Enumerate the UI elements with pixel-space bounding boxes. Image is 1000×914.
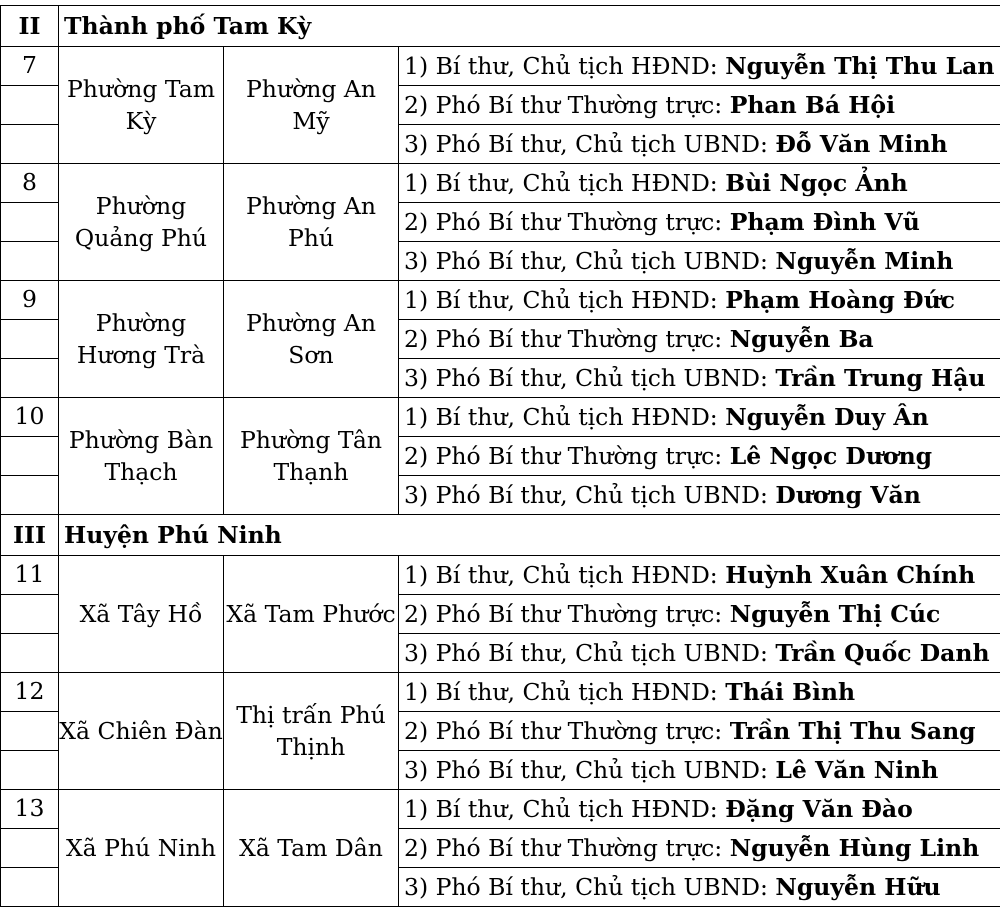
new-unit-name: Xã Tam Phước bbox=[224, 556, 399, 673]
person-name: Nguyễn Minh bbox=[775, 247, 954, 275]
person-name: Lê Ngọc Dương bbox=[729, 442, 933, 470]
person-name: Nguyễn Thị Thu Lan bbox=[725, 52, 995, 80]
role-title: 3) Phó Bí thư, Chủ tịch UBND: bbox=[404, 756, 776, 784]
entry-number: 11 bbox=[1, 556, 59, 595]
person-name: Thái Bình bbox=[725, 678, 856, 706]
person-name: Đỗ Văn Minh bbox=[775, 130, 948, 158]
entry-number: 12 bbox=[1, 673, 59, 712]
role-cell bbox=[399, 359, 1000, 398]
person-name: Nguyễn Hữu bbox=[775, 873, 941, 901]
table-row bbox=[1, 47, 1000, 86]
person-name: Phạm Đình Vũ bbox=[729, 208, 920, 236]
new-unit-name: Xã Tam Dân bbox=[224, 790, 399, 907]
role-title: 2) Phó Bí thư Thường trực: bbox=[404, 834, 730, 862]
role-title: 2) Phó Bí thư Thường trực: bbox=[404, 442, 730, 470]
section-number: II bbox=[1, 6, 59, 47]
personnel-table-body bbox=[1, 6, 1000, 907]
person-name: Phan Bá Hội bbox=[729, 91, 896, 119]
table-row bbox=[1, 673, 1000, 712]
new-unit-name: Phường An Sơn bbox=[224, 281, 399, 398]
entry-number-cell bbox=[1, 595, 59, 634]
role-title: 2) Phó Bí thư Thường trực: bbox=[404, 717, 730, 745]
role-cell bbox=[399, 47, 1000, 86]
role-cell bbox=[399, 868, 1000, 907]
person-name: Dương Văn bbox=[775, 481, 921, 509]
entry-number-cell bbox=[1, 634, 59, 673]
role-cell bbox=[399, 203, 1000, 242]
person-name: Nguyễn Thị Cúc bbox=[729, 600, 941, 628]
role-cell bbox=[399, 125, 1000, 164]
old-unit-name: Phường Tam Kỳ bbox=[59, 47, 224, 164]
entry-number-cell bbox=[1, 86, 59, 125]
old-unit-name: Phường Quảng Phú bbox=[59, 164, 224, 281]
entry-number-cell bbox=[1, 868, 59, 907]
person-name: Nguyễn Ba bbox=[729, 325, 874, 353]
person-name: Bùi Ngọc Ảnh bbox=[725, 169, 908, 197]
entry-number-cell bbox=[1, 320, 59, 359]
role-title: 2) Phó Bí thư Thường trực: bbox=[404, 600, 730, 628]
role-cell bbox=[399, 790, 1000, 829]
role-cell bbox=[399, 712, 1000, 751]
entry-number-cell bbox=[1, 712, 59, 751]
role-cell bbox=[399, 829, 1000, 868]
role-title: 3) Phó Bí thư, Chủ tịch UBND: bbox=[404, 364, 776, 392]
personnel-table bbox=[0, 5, 1000, 907]
role-cell bbox=[399, 281, 1000, 320]
role-title: 1) Bí thư, Chủ tịch HĐND: bbox=[404, 795, 726, 823]
old-unit-name: Xã Tây Hồ bbox=[59, 556, 224, 673]
role-title: 3) Phó Bí thư, Chủ tịch UBND: bbox=[404, 639, 776, 667]
person-name: Trần Thị Thu Sang bbox=[729, 717, 976, 745]
role-title: 1) Bí thư, Chủ tịch HĐND: bbox=[404, 561, 726, 589]
person-name: Lê Văn Ninh bbox=[775, 756, 939, 784]
role-title: 3) Phó Bí thư, Chủ tịch UBND: bbox=[404, 873, 776, 901]
entry-number-cell bbox=[1, 203, 59, 242]
entry-number: 10 bbox=[1, 398, 59, 437]
role-cell bbox=[399, 751, 1000, 790]
person-name: Phạm Hoàng Đức bbox=[725, 286, 955, 314]
role-cell bbox=[399, 398, 1000, 437]
role-title: 1) Bí thư, Chủ tịch HĐND: bbox=[404, 678, 726, 706]
role-title: 1) Bí thư, Chủ tịch HĐND: bbox=[404, 403, 726, 431]
entry-number: 8 bbox=[1, 164, 59, 203]
role-title: 1) Bí thư, Chủ tịch HĐND: bbox=[404, 169, 726, 197]
role-title: 2) Phó Bí thư Thường trực: bbox=[404, 91, 730, 119]
table-row bbox=[1, 164, 1000, 203]
table-row bbox=[1, 398, 1000, 437]
person-name: Nguyễn Hùng Linh bbox=[729, 834, 980, 862]
old-unit-name: Xã Chiên Đàn bbox=[59, 673, 224, 790]
person-name: Trần Trung Hậu bbox=[775, 364, 986, 392]
new-unit-name: Phường Tân Thạnh bbox=[224, 398, 399, 515]
entry-number-cell bbox=[1, 125, 59, 164]
entry-number: 9 bbox=[1, 281, 59, 320]
role-cell bbox=[399, 437, 1000, 476]
role-cell bbox=[399, 673, 1000, 712]
role-cell bbox=[399, 86, 1000, 125]
role-title: 2) Phó Bí thư Thường trực: bbox=[404, 325, 730, 353]
entry-number-cell bbox=[1, 751, 59, 790]
entry-number: 7 bbox=[1, 47, 59, 86]
role-title: 2) Phó Bí thư Thường trực: bbox=[404, 208, 730, 236]
table-row bbox=[1, 556, 1000, 595]
old-unit-name: Xã Phú Ninh bbox=[59, 790, 224, 907]
entry-number-cell bbox=[1, 829, 59, 868]
role-cell bbox=[399, 556, 1000, 595]
new-unit-name: Phường An Phú bbox=[224, 164, 399, 281]
person-name: Nguyễn Duy Ân bbox=[725, 403, 929, 431]
entry-number-cell bbox=[1, 242, 59, 281]
section-title: Huyện Phú Ninh bbox=[59, 515, 1000, 556]
role-cell bbox=[399, 164, 1000, 203]
old-unit-name: Phường Bàn Thạch bbox=[59, 398, 224, 515]
role-title: 3) Phó Bí thư, Chủ tịch UBND: bbox=[404, 481, 776, 509]
role-title: 1) Bí thư, Chủ tịch HĐND: bbox=[404, 286, 726, 314]
section-title: Thành phố Tam Kỳ bbox=[59, 6, 1000, 47]
person-name: Trần Quốc Danh bbox=[775, 639, 990, 667]
role-cell bbox=[399, 595, 1000, 634]
role-cell bbox=[399, 634, 1000, 673]
section-row bbox=[1, 515, 1000, 556]
role-title: 3) Phó Bí thư, Chủ tịch UBND: bbox=[404, 247, 776, 275]
role-cell bbox=[399, 476, 1000, 515]
entry-number-cell bbox=[1, 437, 59, 476]
entry-number: 13 bbox=[1, 790, 59, 829]
role-title: 3) Phó Bí thư, Chủ tịch UBND: bbox=[404, 130, 776, 158]
section-number: III bbox=[1, 515, 59, 556]
person-name: Đặng Văn Đào bbox=[725, 795, 913, 823]
person-name: Huỳnh Xuân Chính bbox=[725, 561, 976, 589]
role-cell bbox=[399, 320, 1000, 359]
old-unit-name: Phường Hương Trà bbox=[59, 281, 224, 398]
table-row bbox=[1, 790, 1000, 829]
section-row bbox=[1, 6, 1000, 47]
new-unit-name: Thị trấn Phú Thịnh bbox=[224, 673, 399, 790]
role-cell bbox=[399, 242, 1000, 281]
entry-number-cell bbox=[1, 476, 59, 515]
role-title: 1) Bí thư, Chủ tịch HĐND: bbox=[404, 52, 726, 80]
entry-number-cell bbox=[1, 359, 59, 398]
table-row bbox=[1, 281, 1000, 320]
new-unit-name: Phường An Mỹ bbox=[224, 47, 399, 164]
